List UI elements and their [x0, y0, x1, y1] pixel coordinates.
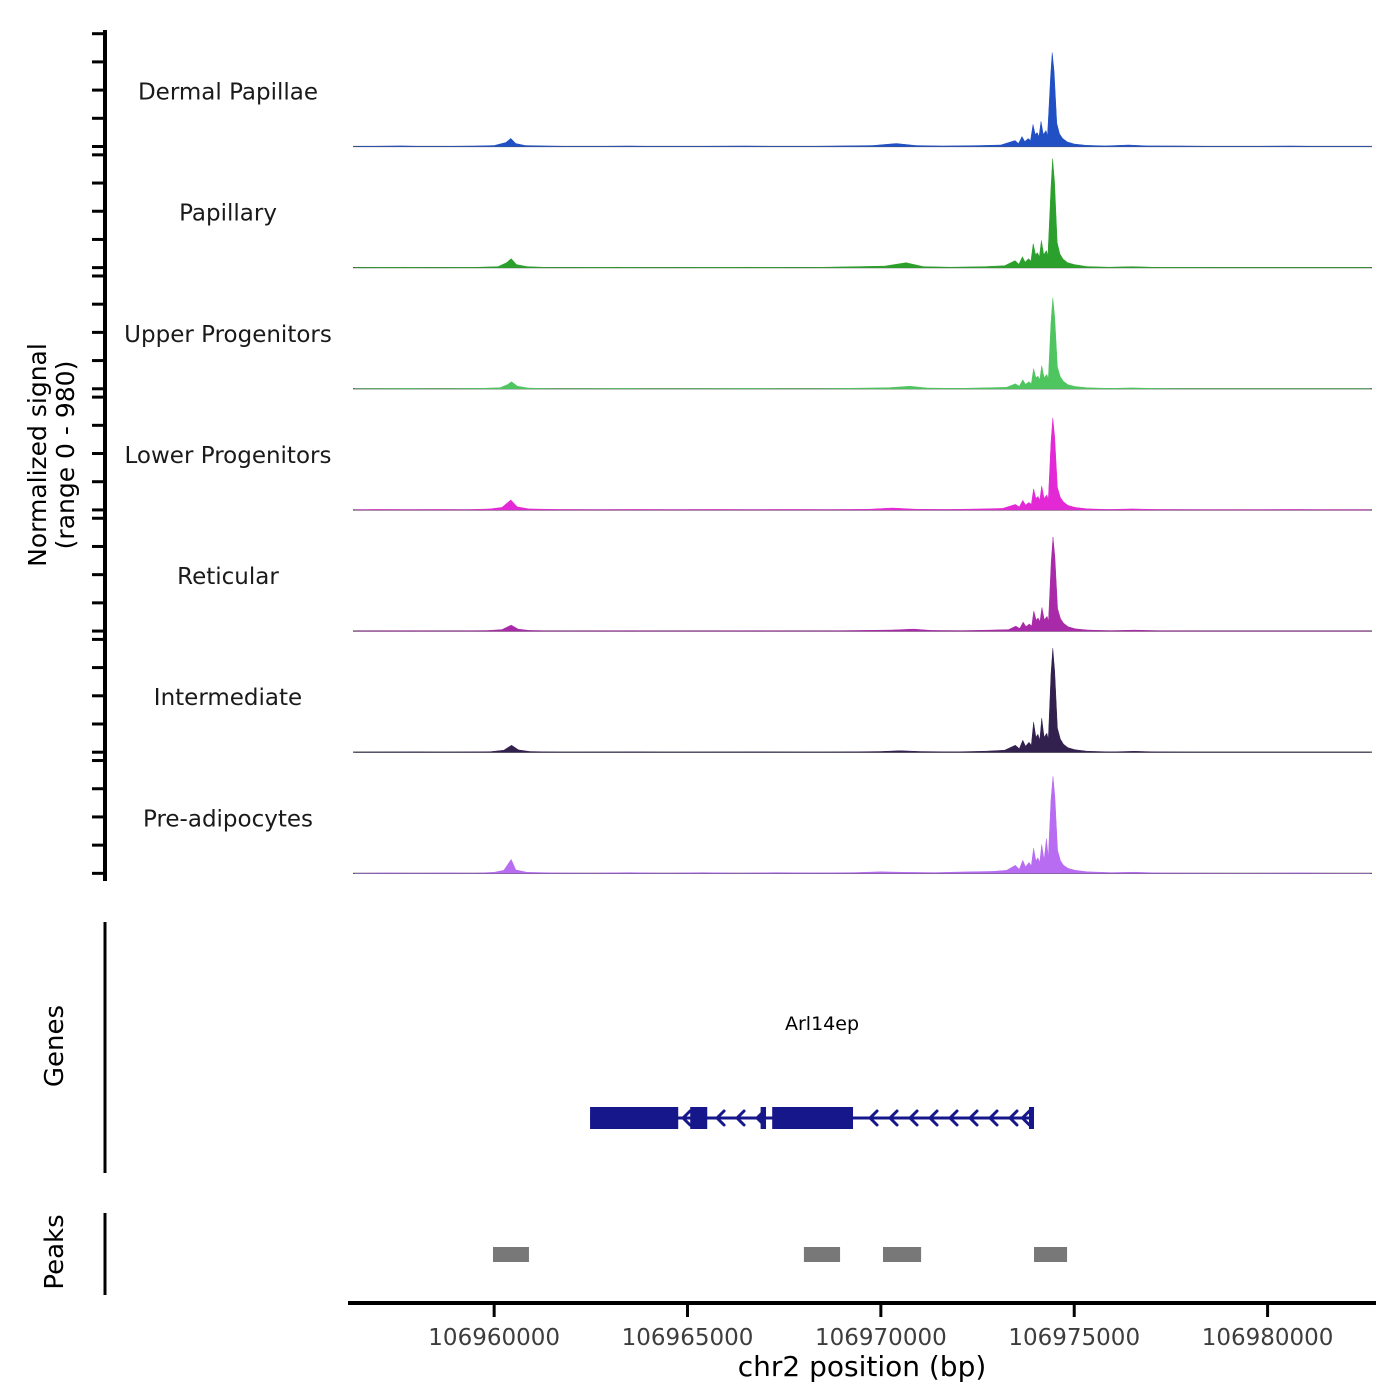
gene-exon	[761, 1107, 766, 1129]
x-tick-label: 106975000	[1008, 1325, 1141, 1351]
gene-name-label: Arl14ep	[784, 1013, 860, 1035]
track-area-upper-progenitors	[355, 298, 1370, 389]
y-axis-title	[24, 295, 80, 615]
y-axis-title-line2: (range 0 - 980)	[51, 360, 80, 550]
gene-exon	[1029, 1107, 1034, 1129]
track-area-intermediate	[355, 648, 1370, 752]
gene-exon	[772, 1107, 853, 1129]
track-label: Pre-adipocytes	[142, 806, 314, 833]
track-label: Papillary	[179, 200, 277, 227]
genes-axis-line	[104, 922, 107, 1173]
track-area-reticular	[355, 537, 1370, 631]
signal-y-axis-line	[103, 30, 107, 881]
track-label: Dermal Papillae	[137, 79, 319, 106]
x-axis-title: chr2 position (bp)	[737, 1350, 987, 1383]
gene-exon	[590, 1107, 678, 1129]
peaks-axis-line	[104, 1213, 107, 1295]
x-axis-line	[348, 1301, 1376, 1305]
y-axis-title-line1: Normalized signal	[23, 343, 52, 567]
x-tick-label: 106970000	[815, 1325, 947, 1351]
track-area-dermal-papillae	[355, 53, 1370, 147]
track-label: Lower Progenitors	[124, 442, 332, 469]
peaks-section-label: Peaks	[40, 1214, 70, 1290]
x-tick-label: 106980000	[1201, 1325, 1334, 1351]
peak-region	[493, 1247, 529, 1262]
peak-region	[883, 1247, 921, 1262]
genes-section-label: Genes	[40, 1004, 70, 1088]
peak-region	[1034, 1247, 1067, 1262]
track-area-pre-adipocytes	[355, 776, 1370, 873]
track-area-lower-progenitors	[355, 418, 1370, 510]
x-tick-label: 106960000	[428, 1325, 561, 1351]
track-label: Intermediate	[153, 685, 303, 712]
track-label: Reticular	[177, 564, 279, 591]
track-area-papillary	[355, 159, 1370, 268]
gene-exon	[690, 1107, 707, 1129]
track-label: Upper Progenitors	[124, 321, 332, 348]
x-tick-label: 106965000	[621, 1325, 754, 1351]
peak-region	[804, 1247, 840, 1262]
